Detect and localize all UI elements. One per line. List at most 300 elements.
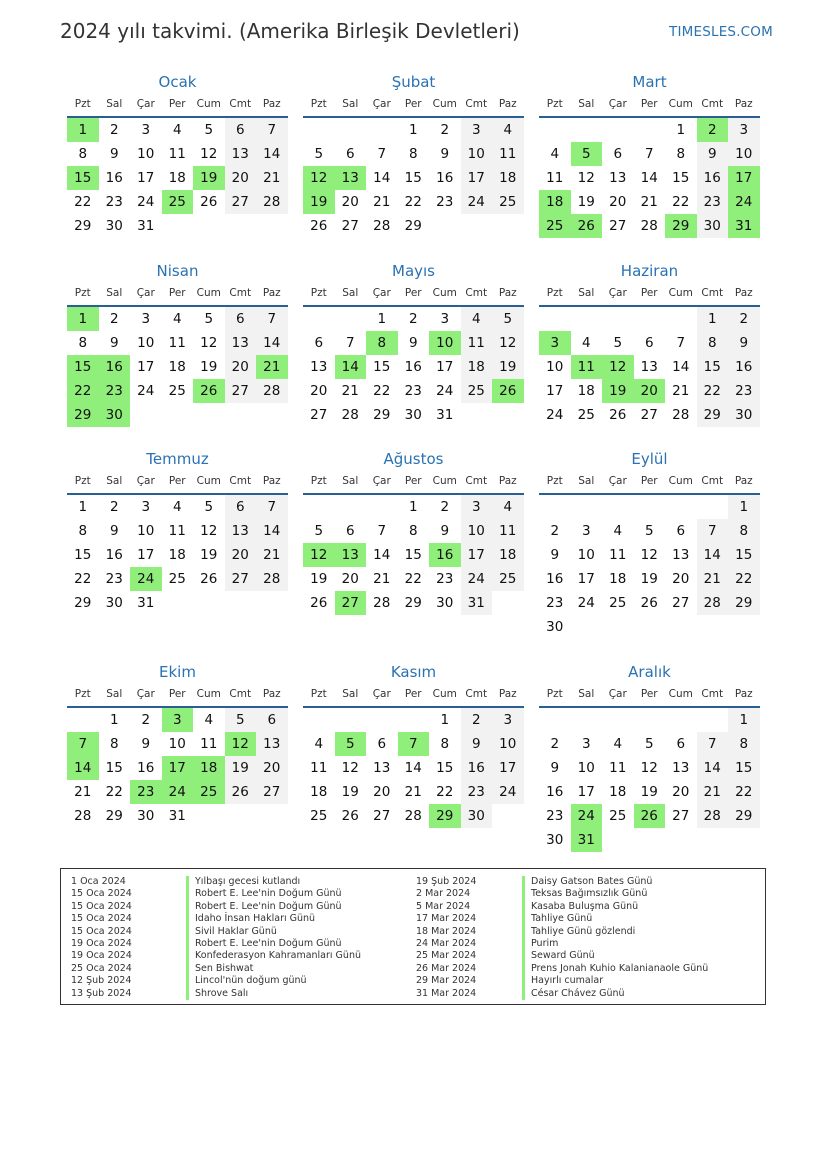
weekday-label: Cmt bbox=[229, 287, 252, 299]
empty-cell bbox=[571, 708, 603, 732]
day-cell: 3 bbox=[728, 118, 760, 142]
weekday-label: Çar bbox=[608, 475, 627, 487]
holiday-day-cell: 31 bbox=[571, 828, 603, 852]
day-cell: 21 bbox=[697, 780, 729, 804]
day-cell: 28 bbox=[404, 808, 422, 824]
day-cell: 5 bbox=[204, 122, 214, 138]
weekday-label: Per bbox=[640, 98, 658, 110]
day-cell: 24 bbox=[461, 567, 493, 591]
day-cell: 19 bbox=[492, 355, 524, 379]
weekday-label: Çar bbox=[372, 98, 391, 110]
day-cell: 24 bbox=[461, 190, 493, 214]
day-cell: 13 bbox=[225, 519, 257, 543]
month-block bbox=[539, 72, 760, 238]
weekday-label: Per bbox=[640, 688, 658, 700]
month-block bbox=[539, 261, 760, 427]
day-cell: 16 bbox=[546, 571, 564, 587]
day-cell: 29 bbox=[404, 218, 422, 234]
empty-cell bbox=[539, 708, 571, 732]
holiday-day-cell: 13 bbox=[335, 166, 367, 190]
day-cell: 4 bbox=[172, 311, 182, 327]
holiday-day-cell: 29 bbox=[67, 403, 99, 427]
holiday-day-cell: 17 bbox=[728, 166, 760, 190]
day-cell: 30 bbox=[404, 407, 422, 423]
day-cell: 13 bbox=[609, 170, 627, 186]
day-cell: 25 bbox=[310, 808, 328, 824]
holiday-day-cell: 7 bbox=[67, 732, 99, 756]
day-cell: 14 bbox=[373, 170, 391, 186]
day-cell: 15 bbox=[436, 760, 454, 776]
weekday-label: Cum bbox=[668, 688, 693, 700]
legend-holiday-name: Robert E. Lee'nin Doğum Günü bbox=[186, 901, 361, 913]
day-cell: 15 bbox=[105, 760, 123, 776]
day-cell: 29 bbox=[74, 218, 92, 234]
legend-date: 19 Oca 2024 bbox=[71, 937, 132, 949]
holiday-day-cell: 29 bbox=[665, 214, 697, 238]
weekday-label: Per bbox=[168, 688, 186, 700]
weekday-label: Paz bbox=[734, 98, 753, 110]
day-cell: 27 bbox=[373, 808, 391, 824]
day-cell: 24 bbox=[577, 595, 595, 611]
day-cell: 25 bbox=[609, 808, 627, 824]
day-cell: 3 bbox=[581, 736, 591, 752]
day-cell: 1 bbox=[728, 495, 760, 519]
day-cell: 21 bbox=[341, 383, 359, 399]
day-cell: 31 bbox=[461, 591, 493, 615]
weekday-label: Çar bbox=[608, 287, 627, 299]
day-cell: 18 bbox=[310, 784, 328, 800]
day-cell: 10 bbox=[577, 760, 595, 776]
weekday-label: Pzt bbox=[74, 287, 91, 299]
legend-names-col-1 bbox=[186, 876, 361, 1000]
weekday-label: Cmt bbox=[229, 688, 252, 700]
month-block bbox=[539, 449, 760, 639]
day-grid bbox=[303, 118, 524, 238]
page-title: 2024 yılı takvimi. (Amerika Birleşik Devletleri) bbox=[60, 19, 520, 43]
month-block bbox=[67, 72, 288, 238]
day-cell: 5 bbox=[644, 736, 654, 752]
weekday-label: Çar bbox=[136, 98, 155, 110]
day-cell: 16 bbox=[105, 170, 123, 186]
day-cell: 15 bbox=[672, 170, 690, 186]
day-grid bbox=[67, 708, 288, 828]
day-cell: 11 bbox=[168, 523, 186, 539]
weekday-label: Cmt bbox=[465, 98, 488, 110]
weekday-label: Cum bbox=[668, 475, 693, 487]
day-cell: 7 bbox=[697, 519, 729, 543]
brand-link[interactable]: TIMESLES.COM bbox=[669, 24, 773, 40]
day-cell: 17 bbox=[492, 756, 524, 780]
day-cell: 6 bbox=[676, 736, 686, 752]
weekday-label: Sal bbox=[342, 287, 359, 299]
day-cell: 2 bbox=[728, 307, 760, 331]
day-cell: 6 bbox=[613, 146, 623, 162]
day-cell: 1 bbox=[408, 122, 418, 138]
legend-date: 25 Oca 2024 bbox=[71, 962, 132, 974]
empty-cell bbox=[335, 708, 367, 732]
legend-holiday-name: Tahliye Günü gözlendi bbox=[522, 926, 708, 938]
month-block bbox=[67, 449, 288, 615]
empty-cell bbox=[335, 307, 367, 331]
day-cell: 24 bbox=[546, 407, 564, 423]
empty-cell bbox=[335, 118, 367, 142]
day-cell: 1 bbox=[676, 122, 686, 138]
weekday-label: Pzt bbox=[546, 475, 563, 487]
day-cell: 6 bbox=[377, 736, 387, 752]
day-cell: 4 bbox=[492, 118, 524, 142]
weekday-label: Pzt bbox=[74, 475, 91, 487]
day-cell: 8 bbox=[78, 335, 88, 351]
legend-holiday-name: Teksas Bağımsızlık Günü bbox=[522, 888, 708, 900]
day-cell: 8 bbox=[78, 523, 88, 539]
day-cell: 30 bbox=[697, 214, 729, 238]
empty-cell bbox=[366, 118, 398, 142]
day-cell: 22 bbox=[672, 194, 690, 210]
day-cell: 11 bbox=[609, 760, 627, 776]
day-cell: 10 bbox=[137, 146, 155, 162]
day-cell: 27 bbox=[310, 407, 328, 423]
day-cell: 4 bbox=[204, 712, 214, 728]
holiday-day-cell: 1 bbox=[67, 307, 99, 331]
day-cell: 19 bbox=[225, 756, 257, 780]
day-cell: 3 bbox=[141, 499, 151, 515]
day-cell: 30 bbox=[137, 808, 155, 824]
day-cell: 12 bbox=[640, 547, 658, 563]
day-cell: 9 bbox=[408, 335, 418, 351]
holiday-day-cell: 10 bbox=[429, 331, 461, 355]
weekday-label: Paz bbox=[262, 475, 281, 487]
day-cell: 14 bbox=[640, 170, 658, 186]
legend-dates-col-1 bbox=[71, 876, 181, 1000]
day-cell: 17 bbox=[137, 547, 155, 563]
day-cell: 19 bbox=[640, 571, 658, 587]
empty-cell bbox=[602, 307, 634, 331]
holiday-day-cell: 2 bbox=[697, 118, 729, 142]
day-cell: 6 bbox=[225, 118, 257, 142]
day-cell: 28 bbox=[697, 591, 729, 615]
day-cell: 20 bbox=[672, 571, 690, 587]
day-cell: 28 bbox=[74, 808, 92, 824]
day-cell: 21 bbox=[256, 543, 288, 567]
weekday-header bbox=[67, 281, 288, 307]
day-cell: 25 bbox=[168, 571, 186, 587]
day-cell: 30 bbox=[728, 403, 760, 427]
weekday-label: Paz bbox=[498, 688, 517, 700]
day-cell: 20 bbox=[225, 543, 257, 567]
empty-cell bbox=[67, 708, 99, 732]
day-cell: 6 bbox=[256, 708, 288, 732]
holiday-day-cell: 3 bbox=[162, 708, 194, 732]
day-cell: 11 bbox=[546, 170, 564, 186]
day-cell: 18 bbox=[168, 359, 186, 375]
legend-holiday-name: Purim bbox=[522, 938, 708, 950]
day-cell: 25 bbox=[577, 407, 595, 423]
day-cell: 25 bbox=[168, 383, 186, 399]
holiday-day-cell: 12 bbox=[602, 355, 634, 379]
day-cell: 6 bbox=[644, 335, 654, 351]
day-cell: 2 bbox=[550, 523, 560, 539]
holiday-day-cell: 24 bbox=[162, 780, 194, 804]
empty-cell bbox=[303, 307, 335, 331]
day-cell: 1 bbox=[440, 712, 450, 728]
day-cell: 4 bbox=[172, 122, 182, 138]
day-cell: 5 bbox=[613, 335, 623, 351]
weekday-label: Cmt bbox=[229, 475, 252, 487]
day-cell: 26 bbox=[200, 194, 218, 210]
empty-cell bbox=[539, 307, 571, 331]
day-cell: 9 bbox=[440, 146, 450, 162]
day-cell: 10 bbox=[492, 732, 524, 756]
day-cell: 30 bbox=[105, 595, 123, 611]
holiday-day-cell: 5 bbox=[571, 142, 603, 166]
empty-cell bbox=[539, 118, 571, 142]
weekday-label: Cmt bbox=[229, 98, 252, 110]
day-cell: 27 bbox=[341, 218, 359, 234]
day-grid bbox=[303, 307, 524, 427]
day-cell: 12 bbox=[492, 331, 524, 355]
weekday-header bbox=[539, 281, 760, 307]
holiday-day-cell: 26 bbox=[571, 214, 603, 238]
legend-holiday-name: Lincol'nün doğum günü bbox=[186, 975, 361, 987]
day-cell: 28 bbox=[341, 407, 359, 423]
day-cell: 4 bbox=[613, 736, 623, 752]
day-cell: 7 bbox=[256, 495, 288, 519]
day-cell: 1 bbox=[377, 311, 387, 327]
weekday-label: Çar bbox=[372, 475, 391, 487]
day-cell: 7 bbox=[644, 146, 654, 162]
day-cell: 20 bbox=[341, 194, 359, 210]
weekday-label: Per bbox=[404, 688, 422, 700]
day-cell: 12 bbox=[200, 523, 218, 539]
weekday-label: Cmt bbox=[701, 98, 724, 110]
day-cell: 27 bbox=[640, 407, 658, 423]
day-cell: 8 bbox=[109, 736, 119, 752]
day-cell: 11 bbox=[310, 760, 328, 776]
day-cell: 1 bbox=[728, 708, 760, 732]
day-cell: 30 bbox=[546, 619, 564, 635]
day-cell: 15 bbox=[728, 543, 760, 567]
legend-holiday-name: Robert E. Lee'nin Doğum Günü bbox=[186, 938, 361, 950]
weekday-label: Pzt bbox=[546, 688, 563, 700]
day-cell: 10 bbox=[461, 142, 493, 166]
day-cell: 22 bbox=[404, 194, 422, 210]
day-cell: 8 bbox=[676, 146, 686, 162]
day-cell: 12 bbox=[200, 335, 218, 351]
holiday-day-cell: 1 bbox=[67, 118, 99, 142]
legend-date: 24 Mar 2024 bbox=[416, 937, 477, 949]
weekday-label: Çar bbox=[136, 475, 155, 487]
day-cell: 10 bbox=[577, 547, 595, 563]
month-block bbox=[303, 662, 524, 828]
weekday-label: Per bbox=[168, 98, 186, 110]
empty-cell bbox=[602, 118, 634, 142]
day-cell: 13 bbox=[373, 760, 391, 776]
day-cell: 28 bbox=[373, 218, 391, 234]
day-cell: 30 bbox=[546, 832, 564, 848]
day-cell: 2 bbox=[109, 311, 119, 327]
day-cell: 16 bbox=[461, 756, 493, 780]
holiday-day-cell: 26 bbox=[193, 379, 225, 403]
day-cell: 23 bbox=[546, 595, 564, 611]
day-cell: 3 bbox=[141, 122, 151, 138]
day-cell: 8 bbox=[728, 732, 760, 756]
day-cell: 31 bbox=[137, 595, 155, 611]
day-cell: 9 bbox=[728, 331, 760, 355]
day-cell: 10 bbox=[168, 736, 186, 752]
day-cell: 21 bbox=[373, 571, 391, 587]
weekday-label: Sal bbox=[578, 98, 595, 110]
day-cell: 23 bbox=[728, 379, 760, 403]
day-cell: 5 bbox=[225, 708, 257, 732]
day-cell: 20 bbox=[341, 571, 359, 587]
day-cell: 26 bbox=[341, 808, 359, 824]
empty-cell bbox=[303, 495, 335, 519]
day-cell: 27 bbox=[672, 808, 690, 824]
legend-date: 19 Oca 2024 bbox=[71, 950, 132, 962]
day-cell: 7 bbox=[377, 523, 387, 539]
day-cell: 13 bbox=[672, 547, 690, 563]
holiday-day-cell: 30 bbox=[99, 403, 131, 427]
day-cell: 27 bbox=[609, 218, 627, 234]
day-cell: 11 bbox=[461, 331, 493, 355]
month-name: Nisan bbox=[156, 262, 199, 280]
day-cell: 4 bbox=[613, 523, 623, 539]
day-cell: 14 bbox=[256, 331, 288, 355]
holiday-day-cell: 25 bbox=[539, 214, 571, 238]
holiday-day-cell: 12 bbox=[303, 166, 335, 190]
day-cell: 2 bbox=[109, 122, 119, 138]
day-cell: 9 bbox=[697, 142, 729, 166]
day-grid bbox=[303, 495, 524, 615]
day-cell: 21 bbox=[74, 784, 92, 800]
weekday-label: Pzt bbox=[310, 287, 327, 299]
day-cell: 29 bbox=[728, 804, 760, 828]
day-cell: 19 bbox=[310, 571, 328, 587]
day-cell: 14 bbox=[697, 756, 729, 780]
month-name: Aralık bbox=[628, 663, 671, 681]
day-cell: 19 bbox=[341, 784, 359, 800]
day-cell: 15 bbox=[404, 547, 422, 563]
day-cell: 1 bbox=[109, 712, 119, 728]
day-cell: 7 bbox=[377, 146, 387, 162]
day-cell: 4 bbox=[314, 736, 324, 752]
weekday-label: Pzt bbox=[310, 98, 327, 110]
day-grid bbox=[67, 118, 288, 238]
day-cell: 17 bbox=[546, 383, 564, 399]
day-cell: 11 bbox=[609, 547, 627, 563]
day-cell: 4 bbox=[581, 335, 591, 351]
holiday-day-cell: 18 bbox=[193, 756, 225, 780]
day-cell: 12 bbox=[577, 170, 595, 186]
day-cell: 18 bbox=[492, 166, 524, 190]
weekday-header bbox=[303, 682, 524, 708]
day-cell: 7 bbox=[256, 307, 288, 331]
holiday-day-cell: 15 bbox=[67, 166, 99, 190]
day-cell: 6 bbox=[225, 307, 257, 331]
holiday-day-cell: 3 bbox=[539, 331, 571, 355]
day-cell: 12 bbox=[341, 760, 359, 776]
day-grid bbox=[539, 708, 760, 852]
weekday-label: Sal bbox=[342, 688, 359, 700]
day-cell: 27 bbox=[225, 567, 257, 591]
legend-holiday-name: Yılbaşı gecesi kutlandı bbox=[186, 876, 361, 888]
day-cell: 16 bbox=[728, 355, 760, 379]
legend-date: 25 Mar 2024 bbox=[416, 950, 477, 962]
day-grid bbox=[539, 307, 760, 427]
day-cell: 28 bbox=[697, 804, 729, 828]
day-cell: 12 bbox=[640, 760, 658, 776]
weekday-label: Çar bbox=[372, 688, 391, 700]
legend-date: 2 Mar 2024 bbox=[416, 888, 471, 900]
holiday-day-cell: 24 bbox=[728, 190, 760, 214]
weekday-label: Paz bbox=[498, 475, 517, 487]
day-cell: 29 bbox=[74, 595, 92, 611]
day-cell: 2 bbox=[141, 712, 151, 728]
legend-holiday-name: Sivil Haklar Günü bbox=[186, 926, 361, 938]
weekday-label: Pzt bbox=[74, 98, 91, 110]
day-cell: 2 bbox=[440, 122, 450, 138]
day-cell: 13 bbox=[225, 331, 257, 355]
weekday-header bbox=[67, 469, 288, 495]
weekday-label: Çar bbox=[608, 98, 627, 110]
day-cell: 8 bbox=[440, 736, 450, 752]
empty-cell bbox=[398, 708, 430, 732]
day-cell: 2 bbox=[408, 311, 418, 327]
day-cell: 3 bbox=[461, 118, 493, 142]
day-cell: 6 bbox=[314, 335, 324, 351]
day-cell: 21 bbox=[404, 784, 422, 800]
weekday-label: Per bbox=[404, 475, 422, 487]
weekday-label: Per bbox=[640, 475, 658, 487]
legend-holiday-name: Tahliye Günü bbox=[522, 913, 708, 925]
legend-date: 13 Şub 2024 bbox=[71, 987, 132, 999]
weekday-header bbox=[67, 682, 288, 708]
holiday-day-cell: 12 bbox=[303, 543, 335, 567]
month-name: Mayıs bbox=[392, 262, 435, 280]
day-cell: 6 bbox=[345, 146, 355, 162]
day-cell: 26 bbox=[609, 407, 627, 423]
holiday-day-cell: 12 bbox=[225, 732, 257, 756]
day-cell: 18 bbox=[577, 383, 595, 399]
weekday-label: Paz bbox=[498, 98, 517, 110]
legend-date: 15 Oca 2024 bbox=[71, 888, 132, 900]
empty-cell bbox=[571, 495, 603, 519]
day-grid bbox=[303, 708, 524, 828]
weekday-header bbox=[539, 92, 760, 118]
holiday-day-cell: 19 bbox=[602, 379, 634, 403]
empty-cell bbox=[665, 495, 697, 519]
legend-holiday-name: Idaho İnsan Hakları Günü bbox=[186, 913, 361, 925]
day-cell: 5 bbox=[204, 311, 214, 327]
day-cell: 6 bbox=[225, 495, 257, 519]
day-cell: 8 bbox=[408, 146, 418, 162]
day-cell: 10 bbox=[461, 519, 493, 543]
weekday-label: Cum bbox=[432, 98, 457, 110]
day-cell: 27 bbox=[225, 379, 257, 403]
day-cell: 5 bbox=[204, 499, 214, 515]
weekday-label: Çar bbox=[608, 688, 627, 700]
weekday-label: Cum bbox=[196, 98, 221, 110]
day-cell: 9 bbox=[550, 760, 560, 776]
legend-holiday-name: Seward Günü bbox=[522, 950, 708, 962]
day-cell: 9 bbox=[440, 523, 450, 539]
holiday-day-cell: 31 bbox=[728, 214, 760, 238]
day-cell: 13 bbox=[256, 732, 288, 756]
day-cell: 23 bbox=[436, 571, 454, 587]
weekday-label: Sal bbox=[342, 98, 359, 110]
holiday-day-cell: 20 bbox=[634, 379, 666, 403]
holiday-day-cell: 24 bbox=[571, 804, 603, 828]
